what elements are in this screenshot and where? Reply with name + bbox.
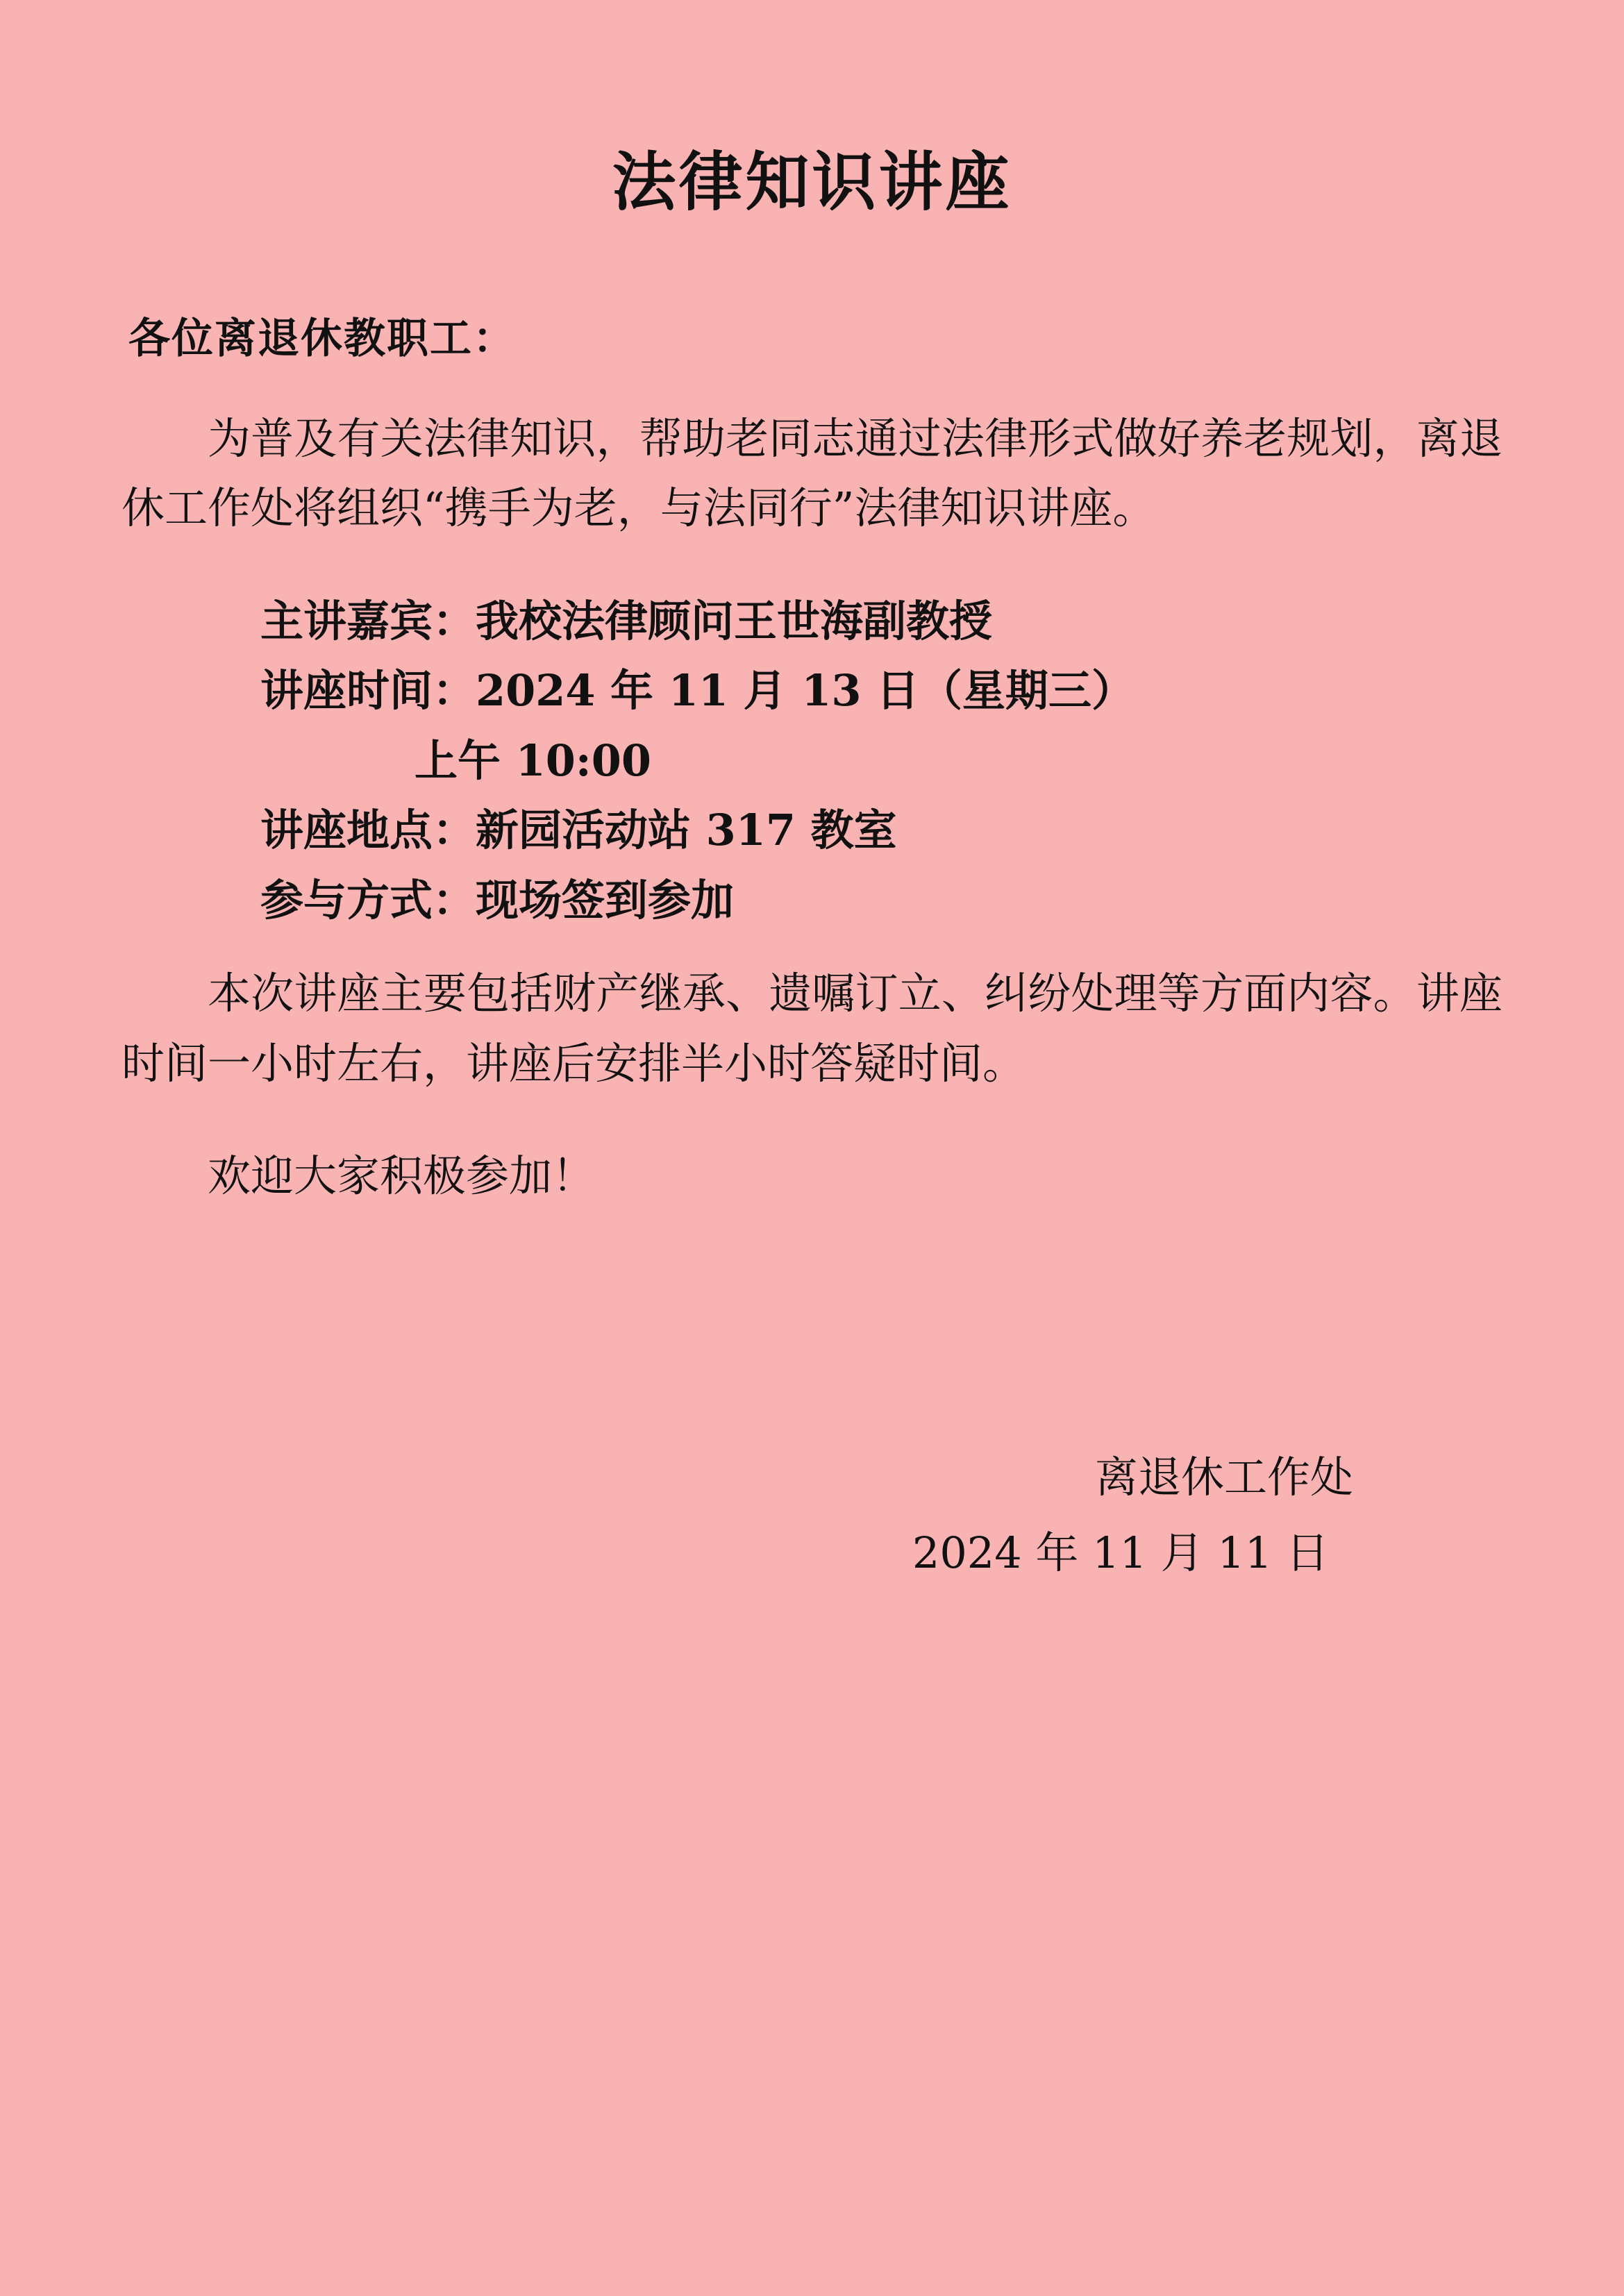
intro-paragraph: 为普及有关法律知识，帮助老同志通过法律形式做好养老规划，离退休工作处将组织“携手为老，与法同行”法律知识讲座。 (122, 413, 1502, 534)
detail-speaker-value: 我校法律顾问王世海副教授 (476, 595, 993, 646)
welcome-line: 欢迎大家积极参加！ (208, 1150, 596, 1201)
detail-participation-value: 现场签到参加 (476, 874, 735, 925)
detail-location-value: 新园活动站 317 教室 (476, 805, 897, 856)
detail-time-value: 2024 年 11 月 13 日（星期三） (476, 665, 1135, 717)
detail-participation-label: 参与方式： (260, 874, 476, 925)
detail-speaker-label: 主讲嘉宾： (260, 595, 476, 646)
detail-time-label: 讲座时间： (260, 665, 476, 717)
event-details (122, 587, 1502, 935)
detail-location-label: 讲座地点： (260, 805, 476, 856)
detail-speaker (260, 587, 1502, 656)
detail-time (260, 656, 1502, 726)
signature-organization: 离退休工作处 (1094, 1452, 1353, 1503)
salutation: 各位离退休教职工： (128, 315, 516, 363)
page-title: 法律知识讲座 (612, 144, 1012, 219)
content-paragraph: 本次讲座主要包括财产继承、遗嘱订立、纠纷处理等方面内容。讲座时间一小时左右，讲座后安排半小时答疑时间。 (122, 968, 1502, 1089)
detail-time-second-line (260, 726, 1502, 796)
detail-time-second-value: 上午 10:00 (415, 735, 652, 786)
detail-participation (260, 866, 1502, 935)
signature-date: 2024 年 11 月 11 日 (912, 1527, 1329, 1578)
signature-block (122, 1440, 1502, 1591)
detail-location (260, 796, 1502, 865)
